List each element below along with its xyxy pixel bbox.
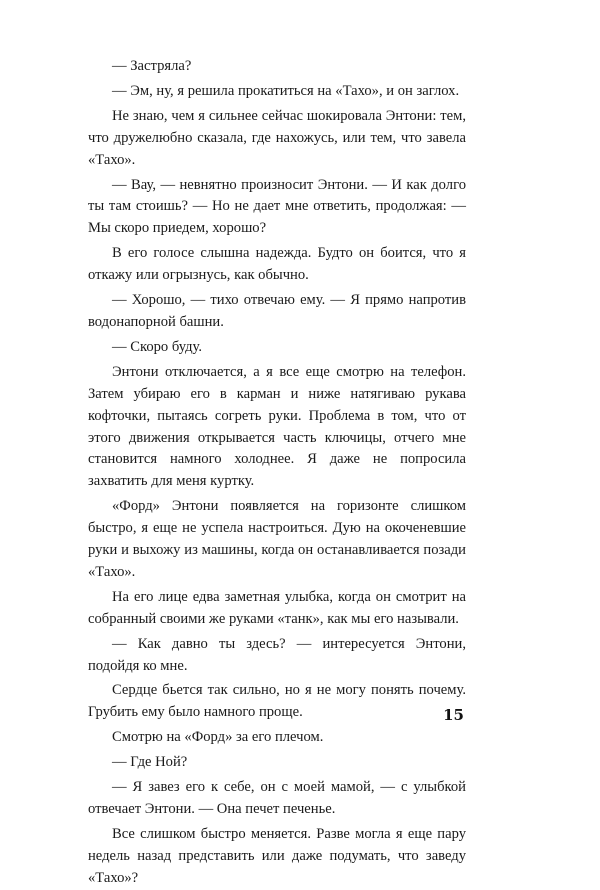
paragraph-5: В его голосе слышна надежда. Будто он боится, что я откажу или огрызнусь, как обычно. — [88, 245, 466, 284]
paragraph-8: Энтони отключается, а я все еще смотрю на телефон. Затем убираю его в карман и ниже натягиваю рукава кофточки, пытаясь согреть руки. Проблема в том, что от этого движения открывается часть ключицы, отчего мне становится намного холоднее. Я даже не попросила захватить для меня куртку. — [88, 363, 466, 490]
page-number: 15 — [443, 706, 464, 724]
paragraph-3: Не знаю, чем я сильнее сейчас шокировала Энтони: тем, что дружелюбно сказала, где нахожусь, или тем, что завела «Тахо». — [88, 107, 466, 168]
paragraph-6: — Хорошо, — тихо отвечаю ему. — Я прямо напротив водонапорной башни. — [88, 292, 466, 330]
paragraph-10: На его лице едва заметная улыбка, когда он смотрит на собранный своими же руками «танк», как мы его называли. — [88, 588, 466, 627]
paragraph-9: «Форд» Энтони появляется на горизонте слишком быстро, я еще не успела настроиться. Дую на окоченевшие руки и выхожу из машины, когда он останавливается позади «Тахо». — [88, 498, 466, 580]
paragraph-4: — Вау, — невнятно произносит Энтони. — И как долго ты там стоишь? — Но не дает мне ответить, продолжая: — Мы скоро приедем, хорошо? — [88, 176, 466, 237]
body-text — [88, 56, 466, 890]
paragraph-15: — Я завез его к себе, он с моей мамой, — с улыбкой отвечает Энтони. — Она печет печенье. — [88, 779, 466, 817]
paragraph-1: — Застряла? — [112, 58, 192, 74]
paragraph-11: — Как давно ты здесь? — интересуется Энтони, подойдя ко мне. — [88, 635, 466, 674]
paragraph-12: Сердце бьется так сильно, но я не могу понять почему. Грубить ему было намного проще. — [88, 682, 466, 721]
paragraph-14: — Где Ной? — [112, 754, 188, 771]
paragraph-7: — Скоро буду. — [112, 338, 203, 355]
paragraph-13: Смотрю на «Форд» за его плечом. — [112, 729, 324, 746]
paragraph-16: Все слишком быстро меняется. Разве могла я еще пару недель назад представить или даже подумать, что заведу «Тахо»? — [88, 825, 466, 886]
paragraph-2: — Эм, ну, я решила прокатиться на «Тахо», и он заглох. — [112, 82, 460, 99]
